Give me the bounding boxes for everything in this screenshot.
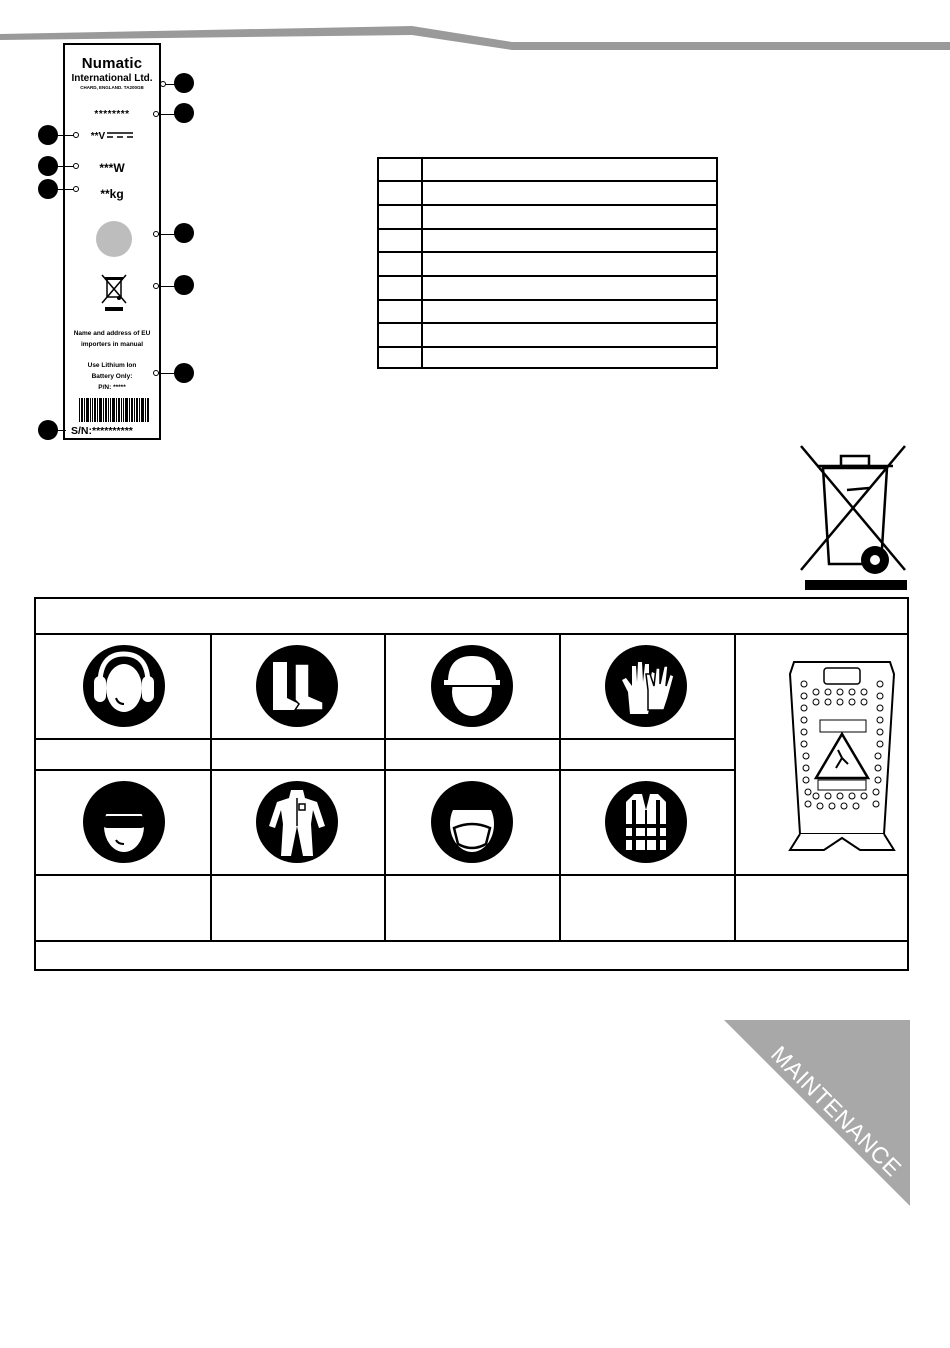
callout-ring: [153, 231, 159, 237]
callout-leader: [156, 234, 176, 235]
weee-bin-icon: [797, 442, 910, 592]
key-table-row: [379, 251, 716, 253]
label-battery: Use Lithium Ion Battery Only: P/N: *****: [87, 362, 137, 391]
callout-dot: [174, 275, 194, 295]
key-table-row: [379, 204, 716, 206]
callout-leader: [156, 373, 176, 374]
callout-ring: [153, 111, 159, 117]
key-table-divider: [421, 159, 423, 367]
key-table-row: [379, 180, 716, 182]
callout-leader: [156, 286, 176, 287]
callout-leader: [56, 135, 74, 136]
wet-floor-sign-icon: [784, 654, 900, 854]
callout-leader: [56, 189, 74, 190]
callout-dot: [174, 363, 194, 383]
grey-disc-icon: [96, 221, 132, 257]
callout-ring: [73, 163, 79, 169]
ppe-table-line: [210, 633, 212, 940]
label-serial: S/N:**********: [71, 425, 133, 437]
rating-label: [63, 43, 161, 440]
barcode-icon: [79, 398, 149, 422]
label-company: International Ltd.: [71, 73, 153, 84]
callout-leader: [56, 166, 74, 167]
key-table-row: [379, 299, 716, 301]
label-weight: **kg: [100, 187, 124, 201]
callout-dot: [38, 420, 58, 440]
key-table: [377, 157, 718, 369]
safety-boots-icon: [255, 644, 339, 728]
ppe-table-line: [36, 940, 907, 942]
label-importer: Name and address of EU importers in manual: [73, 330, 151, 348]
ppe-table-line: [36, 633, 907, 635]
key-table-row: [379, 275, 716, 277]
callout-ring: [73, 132, 79, 138]
key-table-row: [379, 322, 716, 324]
ear-protection-icon: [82, 644, 166, 728]
callout-dot: [38, 125, 58, 145]
gloves-icon: [604, 644, 688, 728]
maintenance-tab-shape: [724, 1020, 910, 1206]
dc-symbol-icon: [107, 131, 133, 142]
ppe-table-line: [36, 874, 907, 876]
callout-ring: [153, 370, 159, 376]
callout-dot: [174, 73, 194, 93]
overalls-icon: [255, 780, 339, 864]
callout-dot: [38, 156, 58, 176]
ppe-table: [34, 597, 909, 971]
callout-leader: [56, 430, 66, 431]
callout-dot: [38, 179, 58, 199]
label-model: ********: [94, 109, 130, 120]
ppe-table-line: [384, 633, 386, 940]
callout-ring: [153, 283, 159, 289]
label-brand: Numatic: [81, 55, 143, 72]
hard-hat-icon: [430, 644, 514, 728]
callout-ring: [160, 81, 166, 87]
label-voltage: **V: [65, 131, 159, 142]
ppe-table-line: [734, 633, 736, 940]
label-wattage: ***W: [99, 161, 125, 175]
key-table-row: [379, 346, 716, 348]
eye-protection-icon: [82, 780, 166, 864]
callout-ring: [73, 186, 79, 192]
ppe-table-line: [559, 633, 561, 940]
callout-leader: [156, 114, 176, 115]
maintenance-tab-label: MAINTENANCE: [766, 1040, 907, 1182]
weee-bin-small-icon: [99, 273, 129, 315]
callout-dot: [174, 223, 194, 243]
callout-dot: [174, 103, 194, 123]
maintenance-tab: [724, 1020, 910, 1206]
key-table-row: [379, 228, 716, 230]
face-mask-icon: [430, 780, 514, 864]
hi-vis-vest-icon: [604, 780, 688, 864]
label-address: CHARD, ENGLAND. TA200GB: [80, 85, 144, 90]
